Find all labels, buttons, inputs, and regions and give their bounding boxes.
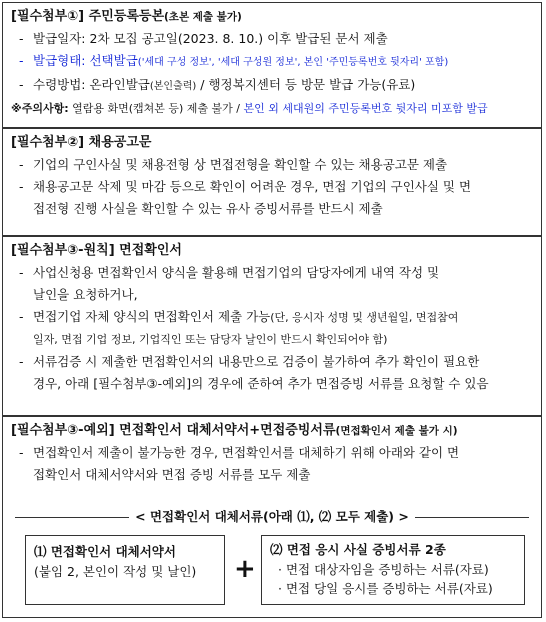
- list-item: - 발급일자: 2차 모집 공고일(2023. 8. 10.) 이후 발급된 문서 제출: [19, 31, 388, 46]
- list-item: - 기업의 구인사실 및 채용전형 상 면접전형을 확인할 수 있는 채용공고문 제출: [19, 157, 448, 172]
- list-item-continued: 날인을 요청하거나,: [33, 287, 138, 302]
- section-interview-exception: [2, 416, 542, 618]
- list-item: - 면접확인서 제출이 불가능한 경우, 면접확인서를 대체하기 위해 아래와 같이 면: [19, 445, 460, 460]
- list-item: - 발급형태: 선택발급('세대 구성 정보', '세대 구성원 정보', 본인 '주민등록번호 뒷자리' 포함): [19, 53, 449, 68]
- card-evidence-documents: ⑵ 면접 응시 사실 증빙서류 2종 · 면접 대상자임을 증빙하는 서류(자료) · 면접 당일 응시를 증빙하는 서류(자료): [261, 535, 525, 605]
- card-substitute-pledge: ⑴ 면접확인서 대체서약서 (붙임 2, 본인이 작성 및 날인): [25, 535, 225, 605]
- section-heading: [11, 6, 533, 28]
- list-item-continued: 일자, 면접 기업 정보, 기업직인 또는 담당자 날인이 반드시 확인되어야 함): [33, 333, 388, 346]
- list-item: - 사업신청용 면접확인서 양식을 활용해 면접기업의 담당자에게 내역 작성 및: [19, 265, 440, 280]
- list-item-continued: 경우, 아래 [필수첨부③-예외]의 경우에 준하여 추가 면접증빙 서류를 요청할 수 있음: [33, 376, 489, 391]
- plus-sign: +: [234, 554, 256, 584]
- list-item-continued: 접확인서 대체서약서와 면접 증빙 서류를 모두 제출: [33, 467, 311, 482]
- heading-text: [필수첨부①] 주민등록등본: [11, 9, 164, 24]
- list-item: - 면접기업 자체 양식의 면접확인서 제출 가능(단, 응시자 성명 및 생년월일, 면접참여: [19, 309, 459, 324]
- section-resident-registration: [2, 2, 542, 128]
- caution-note: ※주의사항: 열람용 화면(캡쳐본 등) 제출 불가 / 본인 외 세대원의 주민등록번호 뒷자리 미포함 발급: [11, 102, 488, 115]
- list-item-continued: 접전형 진행 사실을 확인할 수 있는 유사 증빙서류를 반드시 제출: [33, 201, 383, 216]
- heading-note: (초본 제출 불가): [164, 11, 242, 23]
- list-item: - 수령방법: 온라인발급(본인출력) / 행정복지센터 등 방문 발급 가능(유료): [19, 77, 416, 92]
- section-heading: [필수첨부③-원칙] 면접확인서: [11, 243, 182, 258]
- section-heading: [필수첨부③-예외] 면접확인서 대체서약서+면접증빙서류(면접확인서 제출 불가 시): [11, 423, 458, 438]
- sub-title: < 면접확인서 대체서류(아래 ⑴, ⑵ 모두 제출) >: [3, 508, 541, 526]
- list-item: - 채용공고문 삭제 및 마감 등으로 확인이 어려운 경우, 면접 기업의 구인사실 및 면: [19, 179, 472, 194]
- section-heading: [필수첨부②] 채용공고문: [11, 135, 152, 150]
- section-job-posting: [2, 128, 542, 236]
- section-interview-confirmation: [2, 236, 542, 416]
- list-item: - 서류검증 시 제출한 면접확인서의 내용만으로 검증이 불가하여 추가 확인이 필요한: [19, 354, 480, 369]
